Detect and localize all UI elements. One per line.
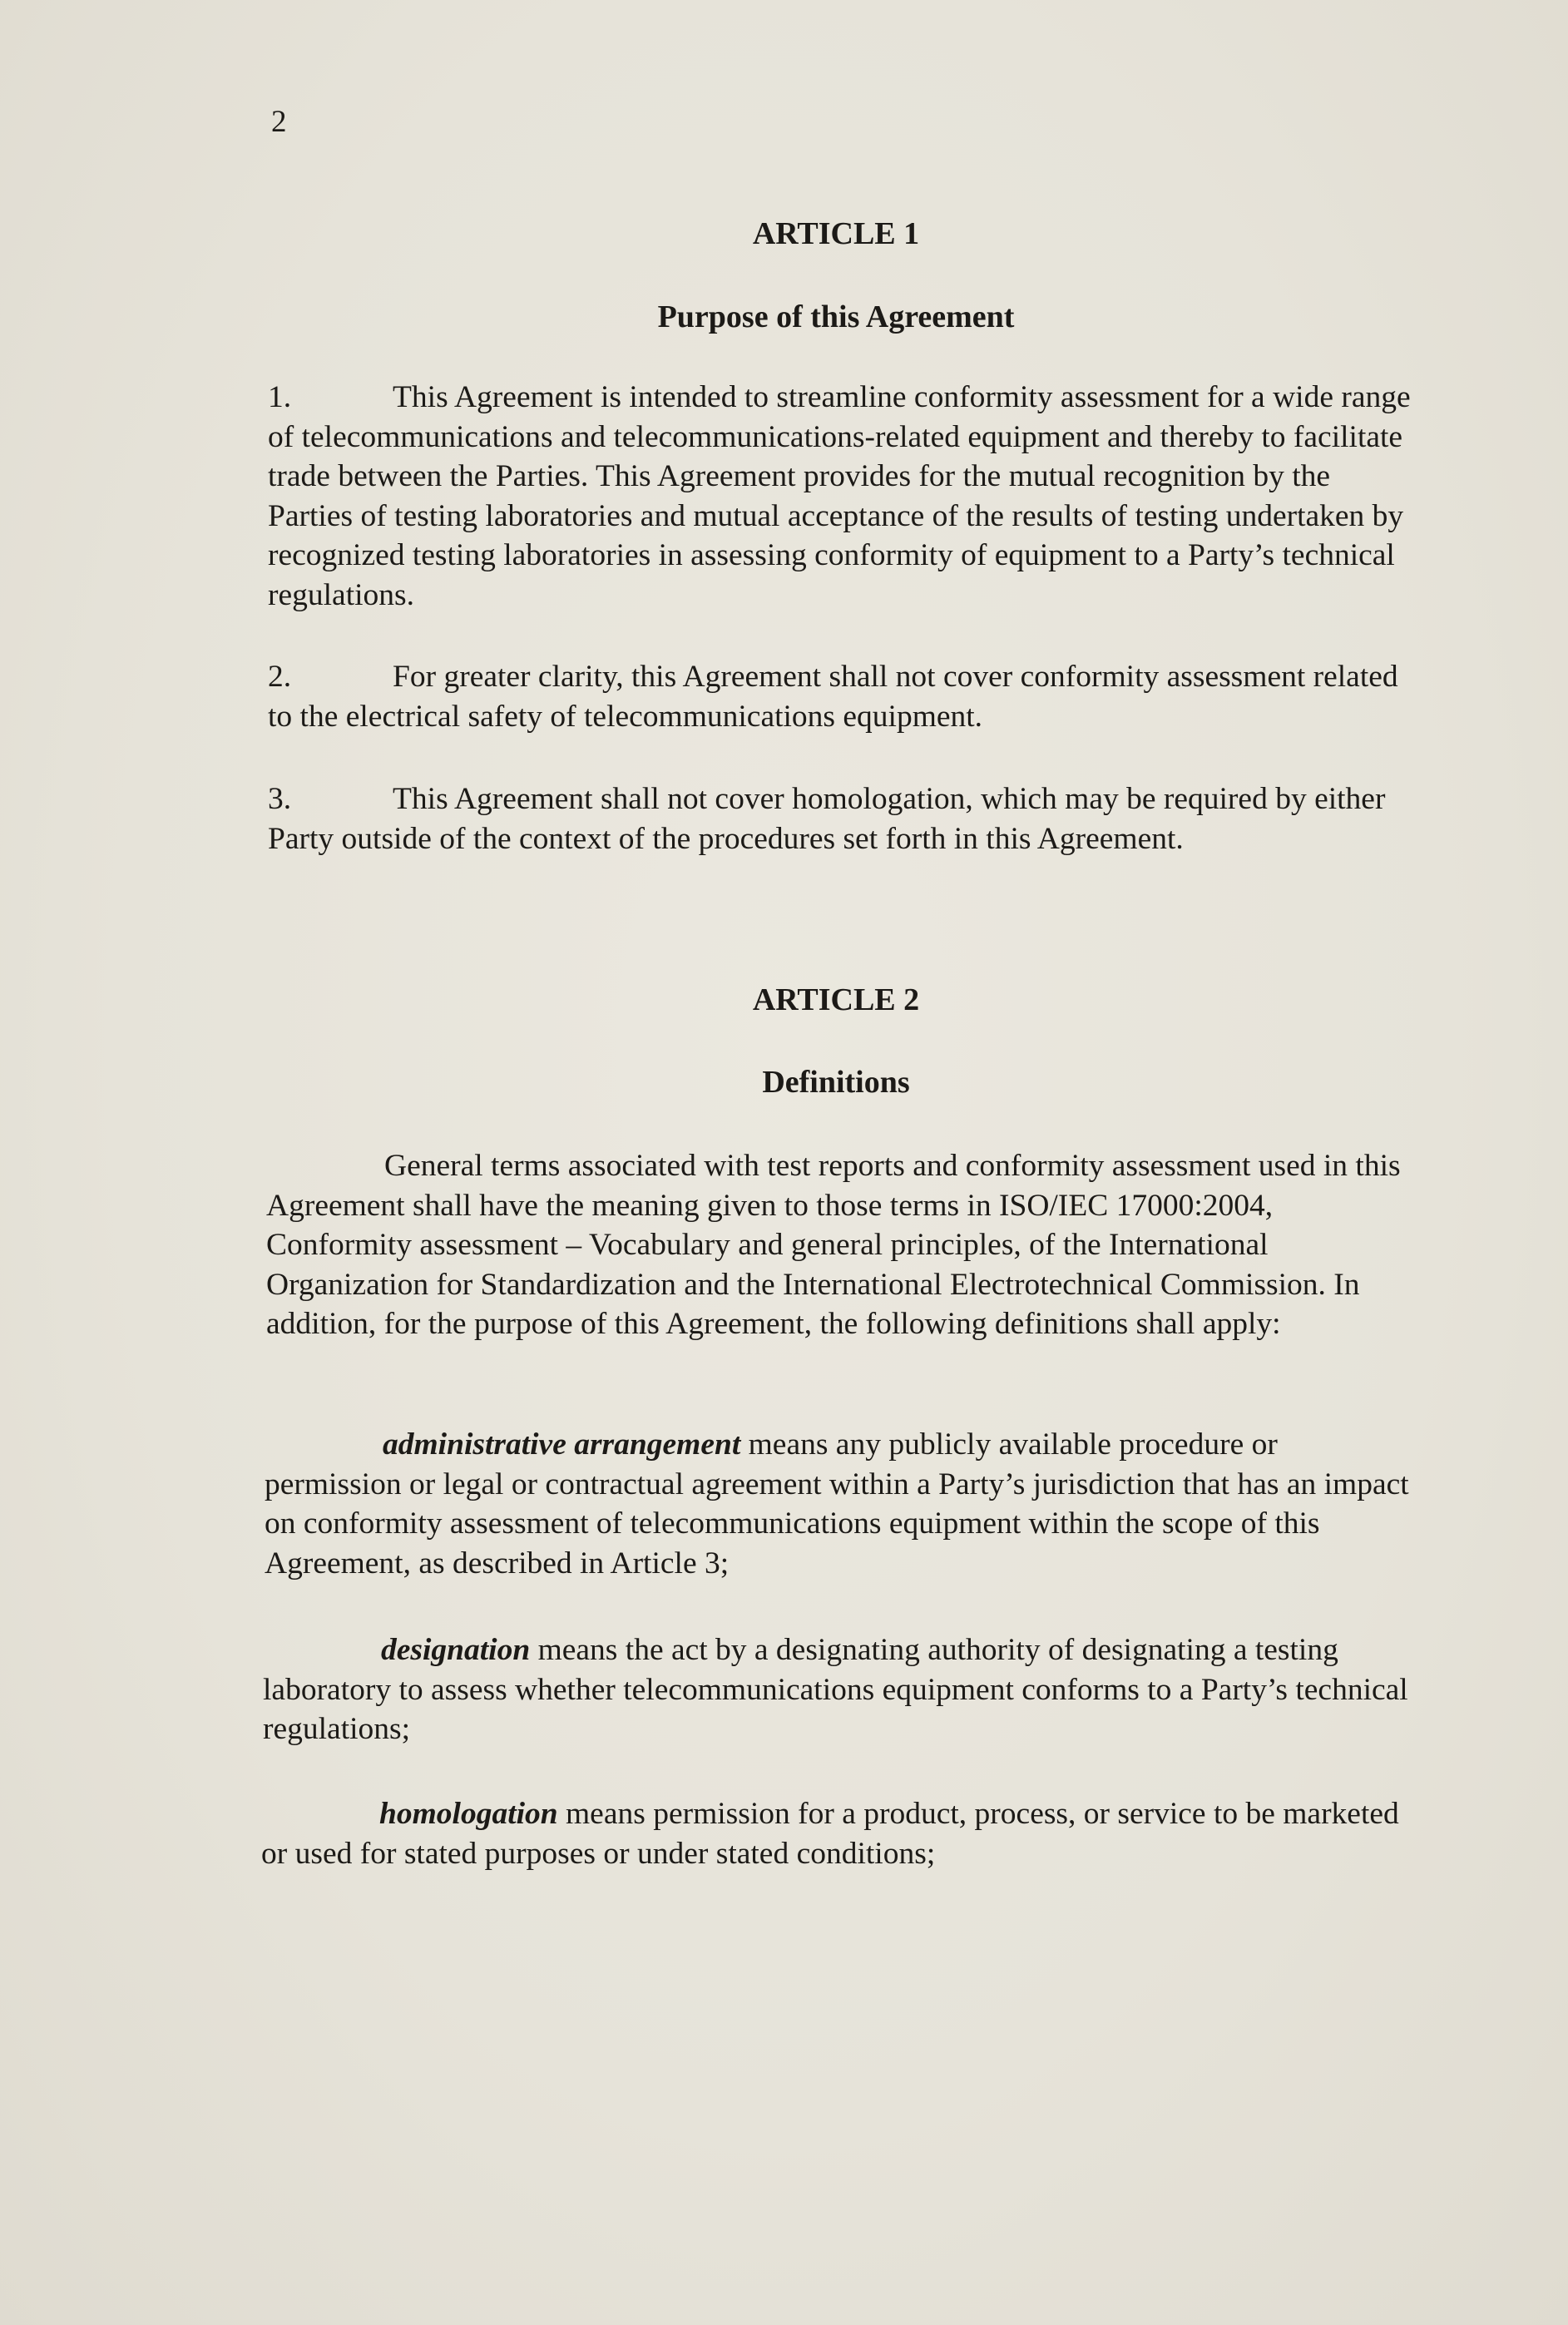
paragraph-number: 1. bbox=[268, 380, 292, 414]
definitions-intro-paragraph: General terms associated with test reports and conformity assessment used in this Agreement shall have the meaning given to those terms in ISO/IEC 17000:2004, Conformity assessment – Vocabulary and general principles, of the International Organization for Standardization and the International Electrotechnical Commission. In addition, for the purpose of this Agreement, the following definitions shall apply: bbox=[266, 1149, 1401, 1341]
definition-text: means any publicly available procedure or permission or legal or contractual agreement within a Party’s jurisdiction that has an impact on conformity assessment of telecommunications equipment within the scope of this Agreement, as described in Article 3; bbox=[265, 1427, 1409, 1581]
article-1-paragraph-1 bbox=[268, 378, 1416, 615]
paragraph-text: This Agreement is intended to streamline conformity assessment for a wide range of telecommunications and telecommunications-related equipment and thereby to facilitate trade between the Parties. This Agreement provides for the mutual recognition by the Parties of testing laboratories and mutual acceptance of the results of testing undertaken by recognized testing laboratories in assessing conformity of equipment to a Party’s technical regulations. bbox=[268, 380, 1411, 612]
definition-homologation bbox=[261, 1794, 1409, 1873]
paragraph-number: 3. bbox=[268, 782, 292, 816]
definition-designation bbox=[263, 1630, 1411, 1749]
definition-term: designation bbox=[381, 1633, 531, 1667]
article-1-title: Purpose of this Agreement bbox=[657, 299, 1015, 334]
paragraph-text: This Agreement shall not cover homologation, which may be required by either Party outside of the context of the procedures set forth in this Agreement. bbox=[268, 782, 1386, 856]
definition-text: means the act by a designating authority of designating a testing laboratory to assess whether telecommunications equipment conforms to a Party’s technical regulations; bbox=[263, 1633, 1408, 1746]
article-1-heading: ARTICLE 1 bbox=[752, 216, 920, 251]
page-number: 2 bbox=[271, 105, 287, 139]
paragraph-text: For greater clarity, this Agreement shall not cover conformity assessment related to the electrical safety of telecommunications equipment. bbox=[268, 660, 1398, 734]
article-1-paragraph-2 bbox=[268, 657, 1416, 736]
definition-term: administrative arrangement bbox=[383, 1427, 741, 1462]
article-2-heading: ARTICLE 2 bbox=[752, 982, 920, 1017]
definition-text: means permission for a product, process, or service to be marketed or used for stated purposes or under stated conditions; bbox=[261, 1797, 1399, 1871]
article-2-title: Definitions bbox=[762, 1065, 910, 1100]
article-1-paragraph-3 bbox=[268, 779, 1416, 858]
definition-administrative-arrangement bbox=[265, 1425, 1412, 1583]
paragraph-number: 2. bbox=[268, 660, 292, 694]
definition-term: homologation bbox=[379, 1797, 558, 1831]
